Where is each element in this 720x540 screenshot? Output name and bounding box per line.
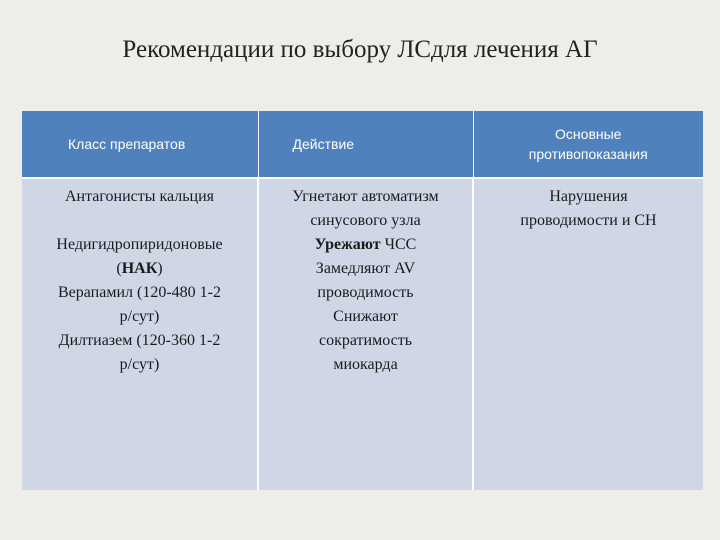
- action-line: Урежают ЧСС: [314, 236, 417, 253]
- header-contraindications-line2: противопоказания: [528, 146, 648, 162]
- contraindication-line: проводимости и СН: [520, 212, 657, 229]
- subclass-abbr: НАК: [121, 260, 158, 277]
- drug-class-name: Антагонисты кальция: [64, 188, 215, 205]
- header-contraindications: [473, 111, 703, 178]
- contraindication-line: Нарушения: [549, 188, 628, 205]
- drug-verapamil: Верапамил (120-480 1-2: [58, 284, 221, 301]
- cell-contraindications: [473, 178, 703, 490]
- drug-diltiazem: Дилтиазем (120-360 1-2: [58, 332, 221, 349]
- slide-title: Рекомендации по выбору ЛСдля лечения АГ: [122, 36, 598, 63]
- action-line: миокарда: [333, 356, 398, 373]
- table-header-row: [22, 111, 703, 178]
- cell-action: [258, 178, 473, 490]
- header-contraindications-line1: Основные: [555, 125, 622, 142]
- drug-verapamil-dose: р/сут): [119, 308, 160, 325]
- header-action: Действие: [258, 111, 473, 178]
- drug-table: [22, 111, 703, 490]
- header-drug-class: Класс препаратов: [22, 111, 258, 178]
- action-line: Угнетают автоматизм: [292, 188, 439, 205]
- action-line: Снижают: [333, 308, 398, 325]
- action-line: синусового узла: [310, 212, 421, 229]
- drug-diltiazem-dose: р/сут): [119, 356, 160, 373]
- action-line: Замедляют AV: [315, 260, 416, 277]
- cell-drug-class: [22, 178, 258, 490]
- table-row: [22, 178, 703, 490]
- action-line: проводимость: [317, 284, 414, 301]
- action-line: сократимость: [318, 332, 413, 349]
- subclass-abbr-line: (НАК): [116, 260, 163, 277]
- action-bold-word: Урежают: [314, 236, 381, 253]
- subclass-name: Недигидропиридоновые: [56, 236, 223, 253]
